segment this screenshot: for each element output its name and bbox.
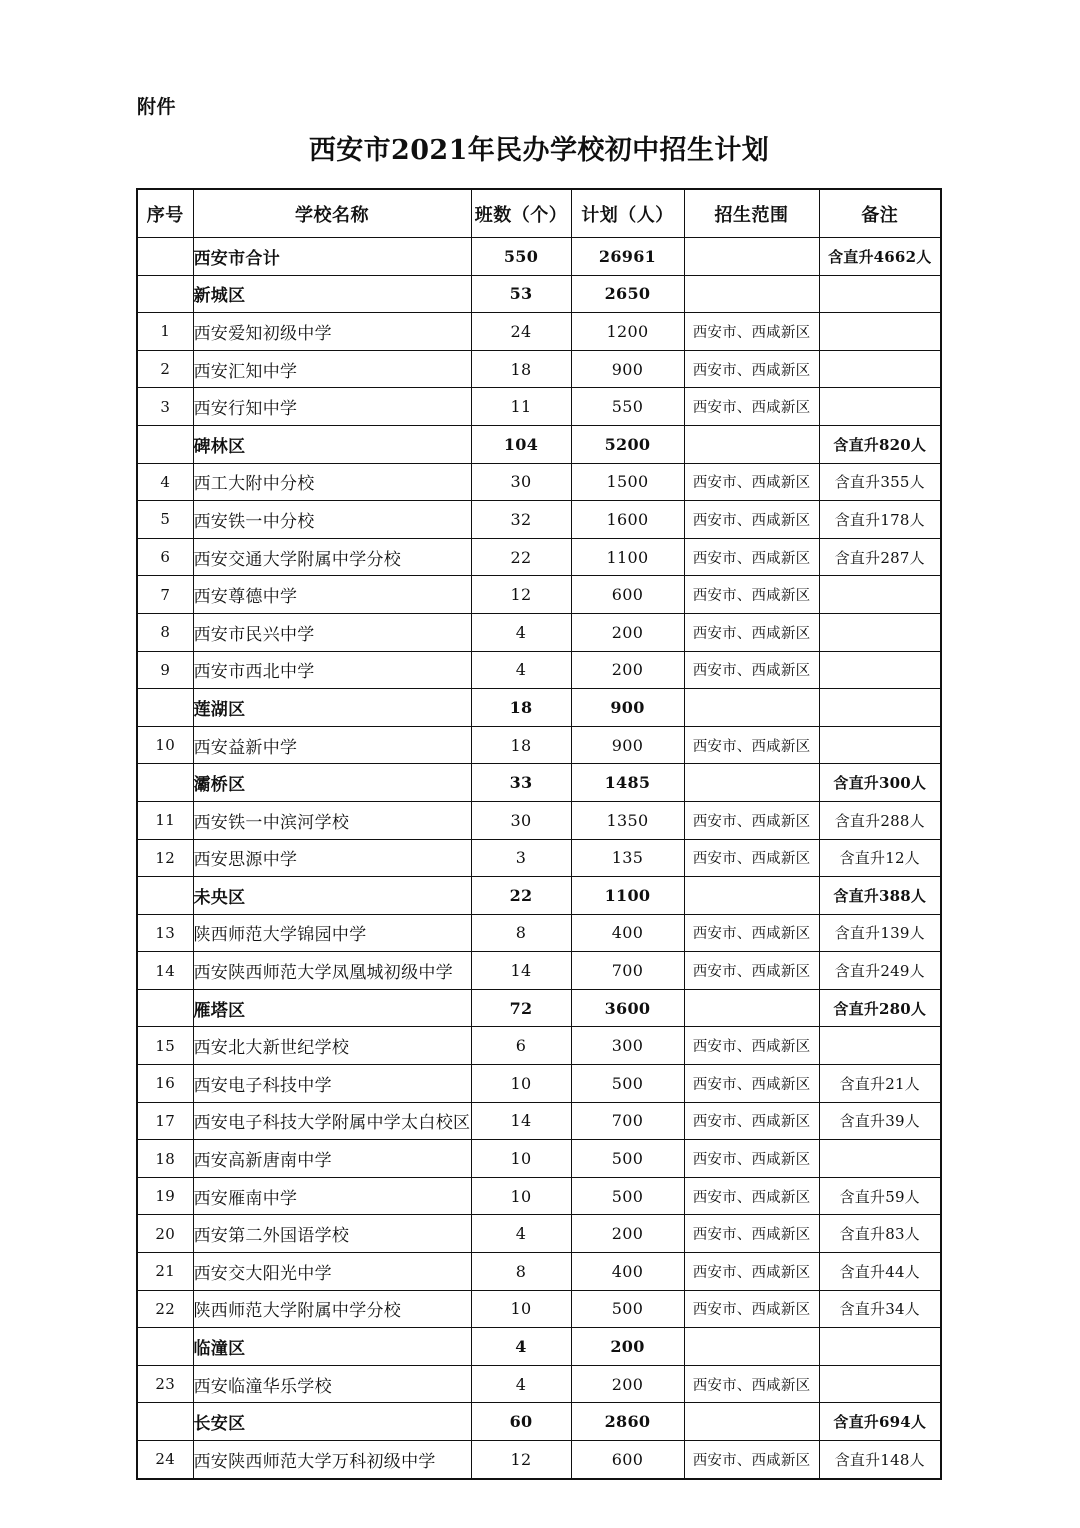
table-row xyxy=(137,1441,941,1479)
cell-no xyxy=(137,989,193,1027)
cell-note: 含直升59人 xyxy=(819,1177,941,1215)
table-row xyxy=(137,1290,941,1328)
table-row-district-subtotal xyxy=(137,275,941,313)
cell-name: 西安行知中学 xyxy=(193,388,471,426)
cell-class: 32 xyxy=(471,501,571,539)
cell-plan: 200 xyxy=(571,1328,684,1366)
table-row xyxy=(137,801,941,839)
cell-no: 3 xyxy=(137,388,193,426)
cell-note: 含直升148人 xyxy=(819,1441,941,1479)
cell-range xyxy=(684,275,819,313)
cell-note: 含直升12人 xyxy=(819,839,941,877)
cell-name: 西安高新唐南中学 xyxy=(193,1140,471,1178)
cell-class: 33 xyxy=(471,764,571,802)
cell-class: 18 xyxy=(471,726,571,764)
cell-range: 西安市、西咸新区 xyxy=(684,388,819,426)
cell-no xyxy=(137,764,193,802)
cell-name: 碑林区 xyxy=(193,425,471,463)
cell-plan: 600 xyxy=(571,1441,684,1479)
cell-note: 含直升178人 xyxy=(819,501,941,539)
cell-class: 4 xyxy=(471,1365,571,1403)
column-header-range: 招生范围 xyxy=(684,189,819,238)
cell-range: 西安市、西咸新区 xyxy=(684,651,819,689)
cell-name: 西安铁一中滨河学校 xyxy=(193,801,471,839)
cell-plan: 900 xyxy=(571,350,684,388)
cell-plan: 500 xyxy=(571,1065,684,1103)
cell-no: 15 xyxy=(137,1027,193,1065)
cell-note xyxy=(819,576,941,614)
cell-class: 4 xyxy=(471,1215,571,1253)
cell-range: 西安市、西咸新区 xyxy=(684,839,819,877)
table-row xyxy=(137,952,941,990)
cell-class: 6 xyxy=(471,1027,571,1065)
cell-no xyxy=(137,275,193,313)
cell-plan: 900 xyxy=(571,689,684,727)
cell-range: 西安市、西咸新区 xyxy=(684,801,819,839)
cell-range: 西安市、西咸新区 xyxy=(684,1027,819,1065)
cell-plan: 1600 xyxy=(571,501,684,539)
cell-name: 灞桥区 xyxy=(193,764,471,802)
table-row xyxy=(137,501,941,539)
cell-name: 西工大附中分校 xyxy=(193,463,471,501)
cell-range xyxy=(684,989,819,1027)
cell-class: 104 xyxy=(471,425,571,463)
cell-note: 含直升21人 xyxy=(819,1065,941,1103)
cell-plan: 1100 xyxy=(571,877,684,915)
cell-class: 4 xyxy=(471,613,571,651)
cell-name: 新城区 xyxy=(193,275,471,313)
cell-class: 18 xyxy=(471,689,571,727)
cell-note xyxy=(819,651,941,689)
cell-class: 4 xyxy=(471,651,571,689)
cell-plan: 600 xyxy=(571,576,684,614)
cell-note: 含直升39人 xyxy=(819,1102,941,1140)
cell-plan: 500 xyxy=(571,1290,684,1328)
cell-range xyxy=(684,877,819,915)
cell-range xyxy=(684,1403,819,1441)
column-header-plan: 计划（人） xyxy=(571,189,684,238)
cell-name: 西安交大阳光中学 xyxy=(193,1253,471,1291)
cell-no: 1 xyxy=(137,313,193,351)
cell-no: 14 xyxy=(137,952,193,990)
cell-name: 西安雁南中学 xyxy=(193,1177,471,1215)
table-row xyxy=(137,1253,941,1291)
cell-no: 20 xyxy=(137,1215,193,1253)
table-row-district-subtotal xyxy=(137,1403,941,1441)
cell-note xyxy=(819,1027,941,1065)
cell-plan: 1350 xyxy=(571,801,684,839)
cell-note: 含直升4662人 xyxy=(819,238,941,276)
table-row xyxy=(137,538,941,576)
cell-range: 西安市、西咸新区 xyxy=(684,463,819,501)
cell-range: 西安市、西咸新区 xyxy=(684,501,819,539)
table-row-district-subtotal xyxy=(137,989,941,1027)
cell-range xyxy=(684,238,819,276)
cell-plan: 1500 xyxy=(571,463,684,501)
cell-plan: 200 xyxy=(571,613,684,651)
cell-note xyxy=(819,1140,941,1178)
table-row-district-subtotal xyxy=(137,425,941,463)
cell-class: 12 xyxy=(471,576,571,614)
cell-no xyxy=(137,877,193,915)
cell-name: 陕西师范大学锦园中学 xyxy=(193,914,471,952)
cell-note xyxy=(819,350,941,388)
cell-class: 8 xyxy=(471,1253,571,1291)
table-row xyxy=(137,576,941,614)
cell-range: 西安市、西咸新区 xyxy=(684,1102,819,1140)
cell-range: 西安市、西咸新区 xyxy=(684,576,819,614)
table-row xyxy=(137,914,941,952)
cell-no xyxy=(137,1328,193,1366)
cell-note xyxy=(819,726,941,764)
cell-no: 11 xyxy=(137,801,193,839)
cell-no: 19 xyxy=(137,1177,193,1215)
cell-name: 莲湖区 xyxy=(193,689,471,727)
table-row xyxy=(137,313,941,351)
cell-name: 长安区 xyxy=(193,1403,471,1441)
cell-note: 含直升694人 xyxy=(819,1403,941,1441)
cell-class: 30 xyxy=(471,801,571,839)
attachment-label: 附件 xyxy=(137,96,177,118)
cell-plan: 550 xyxy=(571,388,684,426)
cell-name: 西安临潼华乐学校 xyxy=(193,1365,471,1403)
table-row xyxy=(137,1215,941,1253)
cell-range: 西安市、西咸新区 xyxy=(684,1441,819,1479)
cell-class: 550 xyxy=(471,238,571,276)
cell-range: 西安市、西咸新区 xyxy=(684,1065,819,1103)
cell-range: 西安市、西咸新区 xyxy=(684,914,819,952)
cell-name: 西安电子科技大学附属中学太白校区 xyxy=(193,1102,471,1140)
cell-plan: 200 xyxy=(571,1365,684,1403)
cell-note: 含直升287人 xyxy=(819,538,941,576)
cell-no xyxy=(137,689,193,727)
cell-no: 2 xyxy=(137,350,193,388)
cell-plan: 2860 xyxy=(571,1403,684,1441)
cell-plan: 500 xyxy=(571,1177,684,1215)
cell-class: 72 xyxy=(471,989,571,1027)
cell-no: 5 xyxy=(137,501,193,539)
cell-note xyxy=(819,313,941,351)
cell-plan: 500 xyxy=(571,1140,684,1178)
cell-plan: 26961 xyxy=(571,238,684,276)
cell-name: 西安市合计 xyxy=(193,238,471,276)
cell-plan: 400 xyxy=(571,1253,684,1291)
cell-plan: 900 xyxy=(571,726,684,764)
cell-no: 8 xyxy=(137,613,193,651)
table-row xyxy=(137,1102,941,1140)
cell-no: 23 xyxy=(137,1365,193,1403)
cell-no: 16 xyxy=(137,1065,193,1103)
cell-no xyxy=(137,1403,193,1441)
cell-plan: 3600 xyxy=(571,989,684,1027)
cell-class: 14 xyxy=(471,952,571,990)
table-row-city-total xyxy=(137,238,941,276)
cell-note: 含直升388人 xyxy=(819,877,941,915)
cell-note: 含直升139人 xyxy=(819,914,941,952)
cell-plan: 5200 xyxy=(571,425,684,463)
cell-range xyxy=(684,764,819,802)
cell-name: 临潼区 xyxy=(193,1328,471,1366)
cell-no: 24 xyxy=(137,1441,193,1479)
cell-no: 10 xyxy=(137,726,193,764)
cell-no: 9 xyxy=(137,651,193,689)
cell-class: 10 xyxy=(471,1177,571,1215)
table-row xyxy=(137,1065,941,1103)
cell-note: 含直升300人 xyxy=(819,764,941,802)
cell-class: 11 xyxy=(471,388,571,426)
cell-name: 西安陕西师范大学万科初级中学 xyxy=(193,1441,471,1479)
cell-class: 18 xyxy=(471,350,571,388)
table-row xyxy=(137,463,941,501)
cell-plan: 200 xyxy=(571,1215,684,1253)
cell-no: 17 xyxy=(137,1102,193,1140)
cell-no: 22 xyxy=(137,1290,193,1328)
cell-no: 4 xyxy=(137,463,193,501)
enrollment-plan-table xyxy=(136,188,942,1480)
cell-plan: 400 xyxy=(571,914,684,952)
cell-class: 30 xyxy=(471,463,571,501)
cell-no: 6 xyxy=(137,538,193,576)
cell-plan: 135 xyxy=(571,839,684,877)
cell-name: 西安尊德中学 xyxy=(193,576,471,614)
cell-range: 西安市、西咸新区 xyxy=(684,350,819,388)
cell-name: 西安爱知初级中学 xyxy=(193,313,471,351)
cell-note: 含直升83人 xyxy=(819,1215,941,1253)
cell-range: 西安市、西咸新区 xyxy=(684,1290,819,1328)
cell-plan: 1100 xyxy=(571,538,684,576)
cell-note xyxy=(819,275,941,313)
cell-range: 西安市、西咸新区 xyxy=(684,1177,819,1215)
cell-range: 西安市、西咸新区 xyxy=(684,613,819,651)
cell-class: 60 xyxy=(471,1403,571,1441)
cell-note: 含直升355人 xyxy=(819,463,941,501)
cell-range: 西安市、西咸新区 xyxy=(684,538,819,576)
cell-note: 含直升820人 xyxy=(819,425,941,463)
cell-name: 西安交通大学附属中学分校 xyxy=(193,538,471,576)
cell-plan: 700 xyxy=(571,952,684,990)
table-row xyxy=(137,350,941,388)
column-header-class: 班数（个） xyxy=(471,189,571,238)
cell-name: 西安思源中学 xyxy=(193,839,471,877)
table-row xyxy=(137,613,941,651)
table-header xyxy=(137,189,941,238)
cell-range xyxy=(684,425,819,463)
table-row-district-subtotal xyxy=(137,764,941,802)
cell-range xyxy=(684,689,819,727)
cell-class: 4 xyxy=(471,1328,571,1366)
cell-note xyxy=(819,689,941,727)
cell-range: 西安市、西咸新区 xyxy=(684,726,819,764)
cell-plan: 700 xyxy=(571,1102,684,1140)
table-row xyxy=(137,1177,941,1215)
cell-name: 西安市民兴中学 xyxy=(193,613,471,651)
table-row xyxy=(137,651,941,689)
enrollment-plan-table-wrapper xyxy=(136,188,940,1480)
cell-note: 含直升288人 xyxy=(819,801,941,839)
cell-range: 西安市、西咸新区 xyxy=(684,313,819,351)
cell-plan: 300 xyxy=(571,1027,684,1065)
cell-range xyxy=(684,1328,819,1366)
cell-note xyxy=(819,613,941,651)
cell-class: 14 xyxy=(471,1102,571,1140)
cell-name: 西安市西北中学 xyxy=(193,651,471,689)
cell-class: 12 xyxy=(471,1441,571,1479)
table-row xyxy=(137,726,941,764)
table-row xyxy=(137,839,941,877)
cell-note: 含直升249人 xyxy=(819,952,941,990)
cell-class: 22 xyxy=(471,538,571,576)
cell-note: 含直升34人 xyxy=(819,1290,941,1328)
cell-class: 10 xyxy=(471,1140,571,1178)
cell-no: 21 xyxy=(137,1253,193,1291)
cell-range: 西安市、西咸新区 xyxy=(684,1365,819,1403)
cell-plan: 1200 xyxy=(571,313,684,351)
table-row-district-subtotal xyxy=(137,689,941,727)
cell-no: 7 xyxy=(137,576,193,614)
column-header-name: 学校名称 xyxy=(193,189,471,238)
page-title: 西安市2021年民办学校初中招生计划 xyxy=(308,135,770,166)
cell-range: 西安市、西咸新区 xyxy=(684,1215,819,1253)
cell-plan: 2650 xyxy=(571,275,684,313)
table-row-district-subtotal xyxy=(137,1328,941,1366)
cell-no: 18 xyxy=(137,1140,193,1178)
cell-name: 西安益新中学 xyxy=(193,726,471,764)
cell-class: 10 xyxy=(471,1065,571,1103)
cell-note xyxy=(819,388,941,426)
cell-note xyxy=(819,1328,941,1366)
cell-range: 西安市、西咸新区 xyxy=(684,952,819,990)
cell-class: 24 xyxy=(471,313,571,351)
cell-name: 西安第二外国语学校 xyxy=(193,1215,471,1253)
cell-name: 陕西师范大学附属中学分校 xyxy=(193,1290,471,1328)
table-row-district-subtotal xyxy=(137,877,941,915)
cell-no xyxy=(137,425,193,463)
cell-name: 西安电子科技中学 xyxy=(193,1065,471,1103)
cell-class: 3 xyxy=(471,839,571,877)
cell-plan: 1485 xyxy=(571,764,684,802)
column-header-no: 序号 xyxy=(137,189,193,238)
table-header-row xyxy=(137,189,941,238)
cell-class: 10 xyxy=(471,1290,571,1328)
cell-class: 8 xyxy=(471,914,571,952)
cell-name: 西安汇知中学 xyxy=(193,350,471,388)
cell-no xyxy=(137,238,193,276)
table-row xyxy=(137,388,941,426)
table-row xyxy=(137,1027,941,1065)
table-row xyxy=(137,1365,941,1403)
cell-note: 含直升280人 xyxy=(819,989,941,1027)
cell-note xyxy=(819,1365,941,1403)
cell-no: 13 xyxy=(137,914,193,952)
cell-name: 未央区 xyxy=(193,877,471,915)
cell-note: 含直升44人 xyxy=(819,1253,941,1291)
cell-name: 西安北大新世纪学校 xyxy=(193,1027,471,1065)
cell-name: 雁塔区 xyxy=(193,989,471,1027)
table-body xyxy=(137,238,941,1479)
column-header-note: 备注 xyxy=(819,189,941,238)
cell-class: 53 xyxy=(471,275,571,313)
cell-range: 西安市、西咸新区 xyxy=(684,1253,819,1291)
cell-name: 西安铁一中分校 xyxy=(193,501,471,539)
cell-no: 12 xyxy=(137,839,193,877)
table-row xyxy=(137,1140,941,1178)
cell-name: 西安陕西师范大学凤凰城初级中学 xyxy=(193,952,471,990)
cell-range: 西安市、西咸新区 xyxy=(684,1140,819,1178)
cell-plan: 200 xyxy=(571,651,684,689)
cell-class: 22 xyxy=(471,877,571,915)
